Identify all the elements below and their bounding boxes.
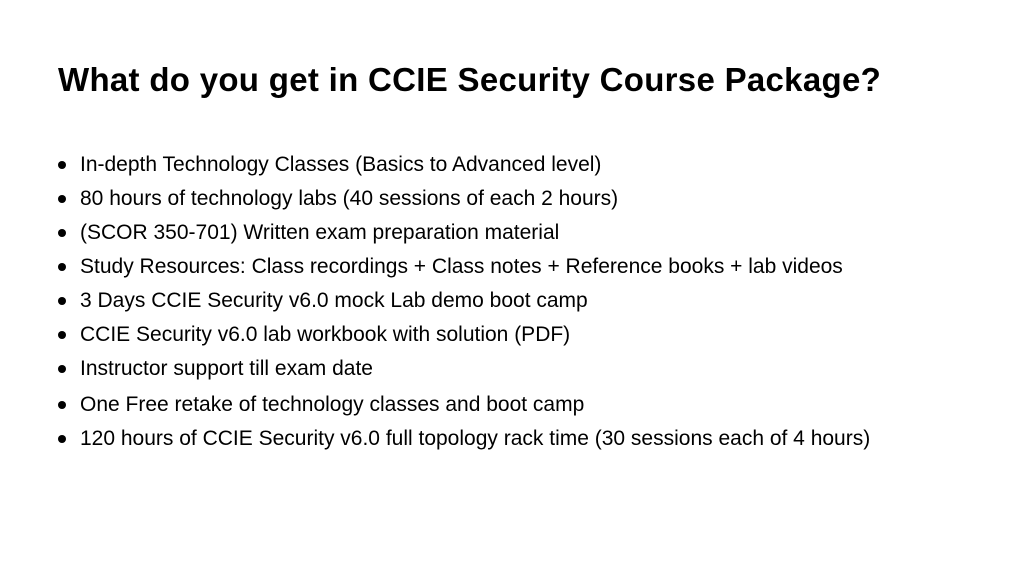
bullet-icon bbox=[58, 401, 66, 409]
list-item-text: CCIE Security v6.0 lab workbook with solution (PDF) bbox=[80, 323, 571, 346]
bullet-icon bbox=[58, 195, 66, 203]
bullet-icon bbox=[58, 263, 66, 271]
list-item-text: One Free retake of technology classes and boot camp bbox=[80, 393, 585, 416]
list-item-text: 80 hours of technology labs (40 sessions of each 2 hours) bbox=[80, 187, 619, 210]
list-item bbox=[58, 388, 870, 422]
list-item-text: Instructor support till exam date bbox=[80, 357, 373, 380]
list-item bbox=[58, 216, 870, 250]
list-item bbox=[58, 284, 870, 318]
list-item-text: 3 Days CCIE Security v6.0 mock Lab demo boot camp bbox=[80, 289, 588, 312]
slide-title: What do you get in CCIE Security Course Package? bbox=[58, 61, 882, 98]
bullet-icon bbox=[58, 365, 66, 373]
feature-list bbox=[58, 148, 870, 456]
list-item bbox=[58, 148, 870, 182]
bullet-icon bbox=[58, 435, 66, 443]
list-item bbox=[58, 352, 870, 386]
bullet-icon bbox=[58, 331, 66, 339]
bullet-icon bbox=[58, 229, 66, 237]
bullet-icon bbox=[58, 297, 66, 305]
list-item bbox=[58, 318, 870, 352]
list-item-text: Study Resources: Class recordings + Class notes + Reference books + lab videos bbox=[80, 255, 843, 278]
list-item bbox=[58, 422, 870, 456]
list-item-text: 120 hours of CCIE Security v6.0 full topology rack time (30 sessions each of 4 hours) bbox=[80, 427, 871, 450]
list-item-text: In-depth Technology Classes (Basics to Advanced level) bbox=[80, 153, 602, 176]
list-item bbox=[58, 182, 870, 216]
list-item-text: (SCOR 350-701) Written exam preparation material bbox=[80, 221, 560, 244]
bullet-icon bbox=[58, 161, 66, 169]
list-item bbox=[58, 250, 870, 284]
